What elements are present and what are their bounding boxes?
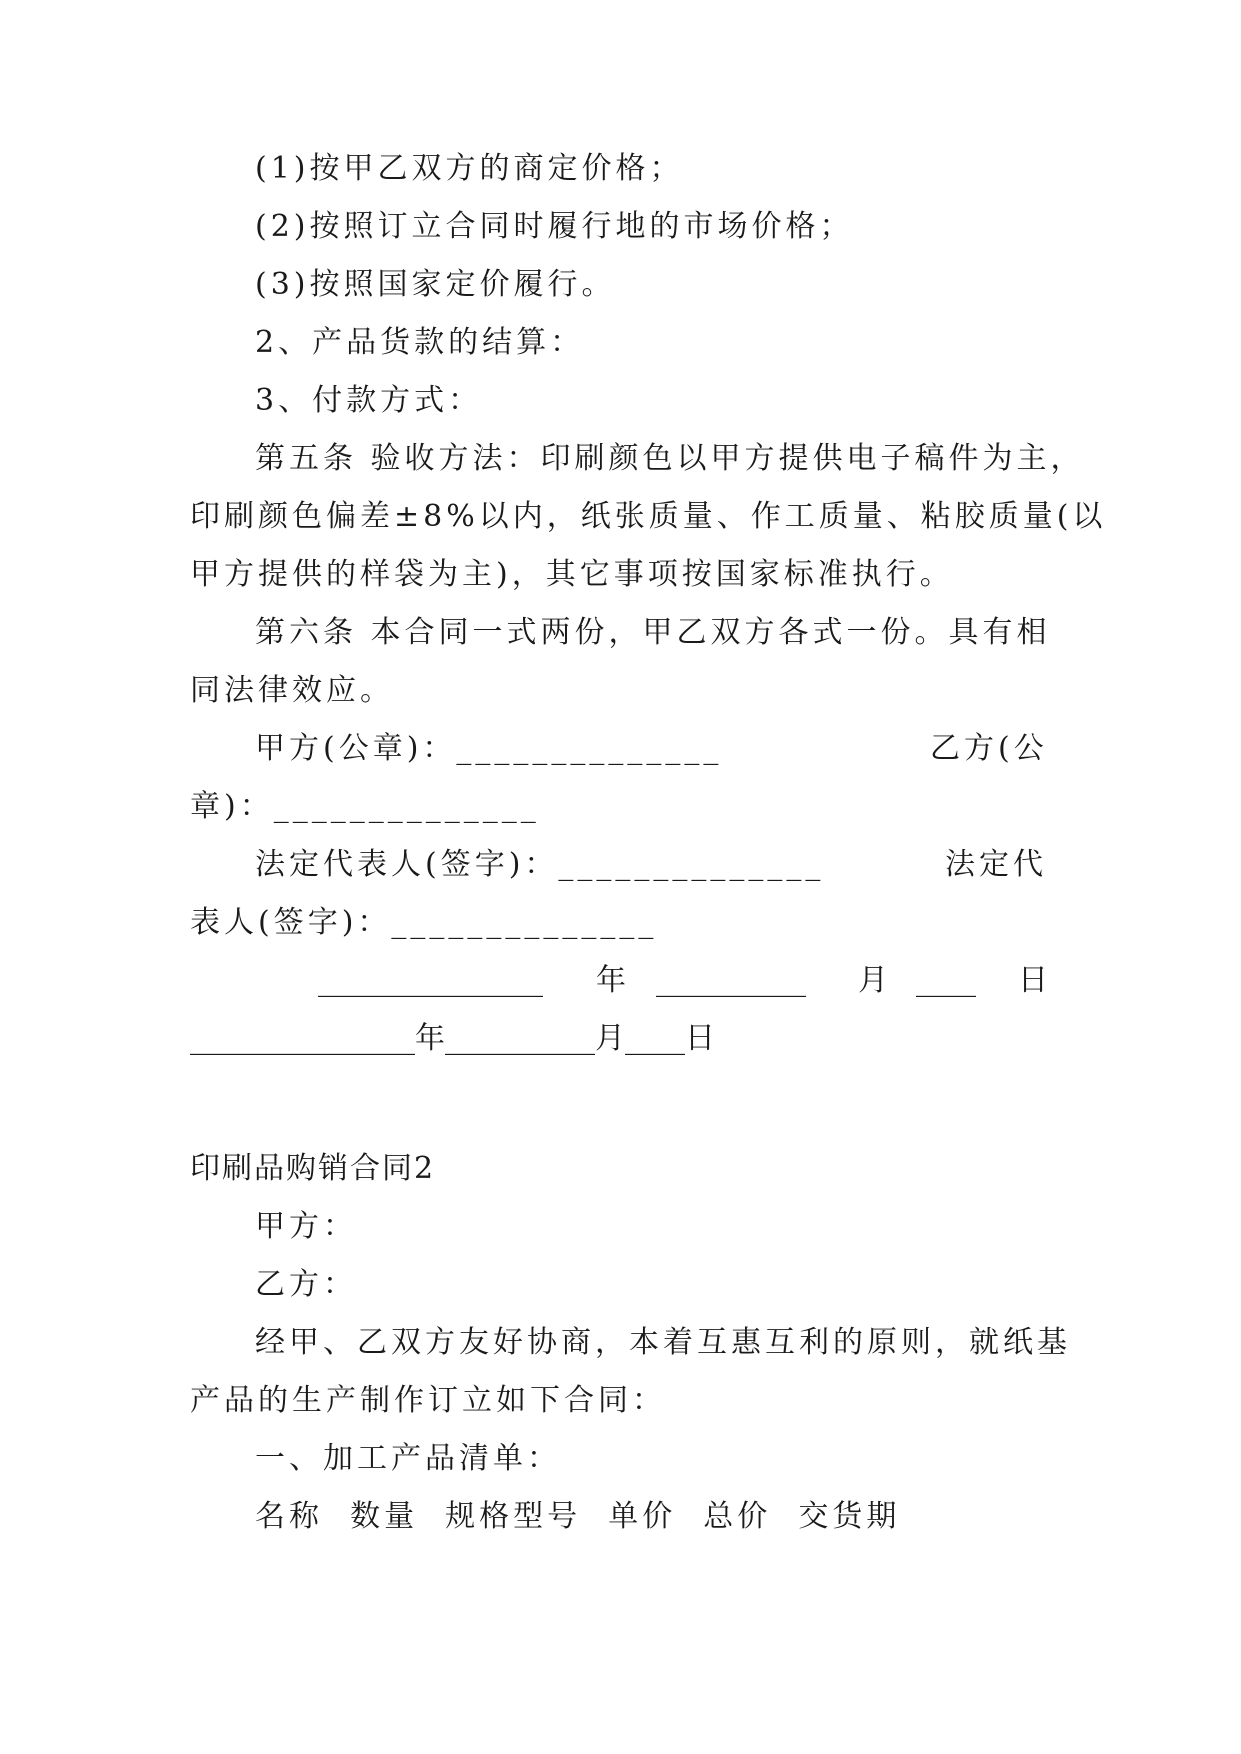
article-6-paragraph — [190, 604, 1050, 720]
date-year-blank: _______________ — [318, 963, 543, 998]
date-month-label: 月 — [858, 963, 892, 998]
intro-line: 产品的生产制作订立如下合同： — [190, 1383, 666, 1418]
party-b-label: 乙方： — [255, 1267, 357, 1302]
payment-clause: 3、付款方式： — [255, 383, 483, 418]
party-b-seal-signature: 乙方(公 — [930, 731, 1048, 766]
date-day-blank: ____ — [916, 963, 976, 998]
party-a-seal-signature: 甲方(公章)：______________ — [255, 731, 723, 766]
article-5-paragraph — [190, 430, 1107, 604]
product-table-header: 名称 数量 规格型号 单价 总价 交货期 — [255, 1499, 901, 1534]
article-5-line: 甲方提供的样袋为主)，其它事项按国家标准执行。 — [190, 557, 954, 592]
contract-2-title: 印刷品购销合同2 — [190, 1151, 436, 1186]
party-b-representative: 法定代 — [945, 847, 1047, 882]
price-item-1: (1)按甲乙双方的商定价格； — [255, 151, 684, 186]
date-line-b: _______________年__________月____日 — [190, 1021, 715, 1056]
article-5-line: 第五条 验收方法：印刷颜色以甲方提供电子稿件为主， — [255, 441, 1085, 476]
intro-paragraph — [190, 1314, 1071, 1430]
article-5-line: 印刷颜色偏差±8%以内，纸张质量、作工质量、粘胶质量(以 — [190, 499, 1107, 534]
party-b-seal-signature-cont: 章)：______________ — [190, 789, 540, 824]
article-6-line: 第六条 本合同一式两份，甲乙双方各式一份。具有相 — [255, 615, 1051, 650]
product-list-heading: 一、加工产品清单： — [255, 1441, 561, 1476]
date-month-blank: __________ — [656, 963, 806, 998]
article-6-line: 同法律效应。 — [190, 673, 394, 708]
date-day-label: 日 — [1018, 963, 1052, 998]
party-b-representative-cont: 表人(签字)：______________ — [190, 905, 658, 940]
settlement-clause: 2、产品货款的结算： — [255, 325, 585, 360]
intro-line: 经甲、乙双方友好协商，本着互惠互利的原则，就纸基 — [255, 1325, 1071, 1360]
party-a-representative: 法定代表人(签字)：______________ — [255, 847, 825, 882]
party-a-label: 甲方： — [255, 1209, 357, 1244]
price-item-3: (3)按照国家定价履行。 — [255, 267, 616, 302]
date-year-label: 年 — [596, 963, 630, 998]
price-item-2: (2)按照订立合同时履行地的市场价格； — [255, 209, 854, 244]
